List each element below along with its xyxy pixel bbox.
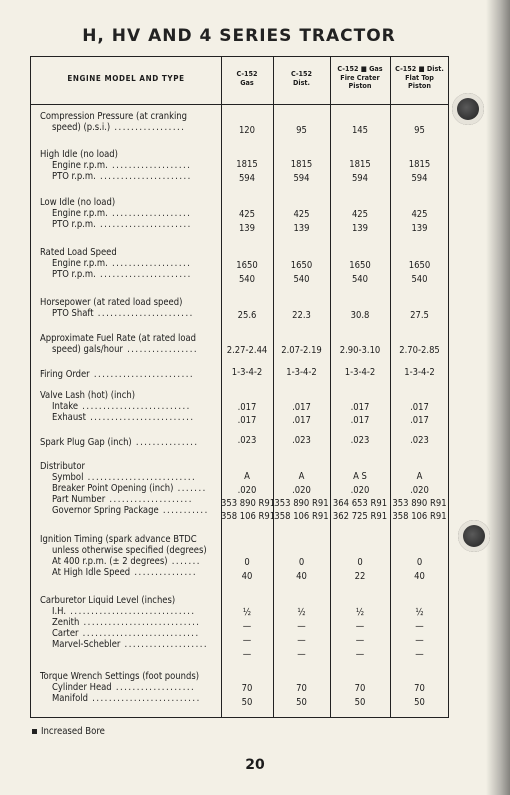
- value-cell: 70: [414, 683, 425, 694]
- row-torque-label: Torque Wrench Settings (foot pounds) Cylinder Head ................... Manifold ..........................: [40, 671, 201, 704]
- value-cell: 145: [351, 125, 369, 136]
- value-cell: 353 890 R91: [274, 498, 329, 509]
- value-cell: —: [355, 649, 365, 660]
- column-header-dist: C-152 Dist.: [290, 69, 313, 87]
- value-cell: 70: [354, 683, 366, 694]
- value-cell: 353 890 R91: [392, 498, 447, 509]
- value-cell: 425: [293, 209, 310, 220]
- value-cell: .017: [350, 415, 370, 426]
- row-firing-order-label: Firing Order ........................: [40, 369, 195, 380]
- value-cell: 50: [414, 697, 425, 708]
- value-cell: 22.3: [292, 310, 311, 321]
- value-cell: .017: [350, 402, 370, 413]
- header-divider: [31, 104, 448, 105]
- value-cell: 2.90-3.10: [339, 345, 381, 356]
- page-edge-shadow: [486, 0, 510, 795]
- value-cell: 27.5: [410, 310, 429, 321]
- value-cell: 1-3-4-2: [344, 367, 376, 378]
- value-cell: 70: [296, 683, 307, 694]
- value-cell: 358 106 R91: [221, 511, 276, 522]
- value-cell: A: [244, 471, 250, 482]
- row-carburetor-label: Carburetor Liquid Level (inches) I.H. .............................. Zenith ............................ Carter ............................ Marvel-Schebler ....................: [40, 595, 209, 650]
- value-cell: 353 890 R91: [221, 498, 276, 509]
- value-cell: ½: [297, 607, 306, 618]
- value-cell: 50: [241, 697, 253, 708]
- value-cell: 594: [351, 173, 369, 184]
- value-cell: —: [415, 649, 424, 660]
- value-cell: 95: [296, 125, 307, 136]
- value-cell: 1-3-4-2: [286, 367, 317, 378]
- column-header-gas-fire-crater: C-152 ■ Gas Fire Crater Piston: [337, 64, 383, 91]
- value-cell: 50: [354, 697, 366, 708]
- row-ignition-timing-label: Ignition Timing (spark advance BTDC unless otherwise specified (degrees) At 400 r.p.m. (± 2 degrees) ....... At High Idle Speed ...............: [40, 534, 207, 578]
- row-fuel-rate-label: Approximate Fuel Rate (at rated load speed) gals/hour .................: [40, 333, 199, 355]
- column-header-gas: C-152 Gas: [236, 69, 258, 87]
- value-cell: 358 106 R91: [392, 511, 447, 522]
- value-cell: 425: [238, 209, 256, 220]
- value-cell: 139: [351, 223, 369, 234]
- value-cell: 40: [414, 571, 425, 582]
- value-cell: 2.27-2.44: [226, 345, 268, 356]
- value-cell: .017: [237, 402, 257, 413]
- value-cell: 540: [293, 274, 310, 285]
- value-cell: 0: [298, 557, 305, 568]
- value-cell: 95: [414, 125, 425, 136]
- value-cell: .023: [350, 435, 370, 446]
- value-cell: 1650: [349, 260, 371, 271]
- value-cell: .017: [410, 402, 429, 413]
- value-cell: .023: [292, 435, 311, 446]
- value-cell: 0: [357, 557, 363, 568]
- column-divider: [273, 57, 274, 717]
- value-cell: ½: [415, 607, 424, 618]
- value-cell: 1-3-4-2: [231, 367, 263, 378]
- value-cell: A: [298, 471, 305, 482]
- value-cell: .023: [410, 435, 429, 446]
- value-cell: —: [297, 621, 306, 632]
- value-cell: 1815: [349, 159, 371, 170]
- value-cell: 362 725 R91: [332, 511, 388, 522]
- value-cell: —: [415, 621, 424, 632]
- value-cell: .023: [237, 435, 257, 446]
- value-cell: 139: [411, 223, 428, 234]
- value-cell: 30.8: [350, 310, 370, 321]
- row-horsepower-label: Horsepower (at rated load speed) PTO Shaft .......................: [40, 297, 194, 319]
- square-bullet-icon: [32, 729, 37, 734]
- value-cell: 0: [244, 557, 250, 568]
- value-cell: 594: [293, 173, 310, 184]
- value-cell: 1650: [236, 260, 258, 271]
- value-cell: .020: [350, 485, 370, 496]
- specs-table: [30, 56, 449, 718]
- value-cell: 1815: [236, 159, 258, 170]
- value-cell: 2.70-2.85: [399, 345, 440, 356]
- value-cell: 120: [238, 125, 256, 136]
- value-cell: 594: [238, 173, 256, 184]
- value-cell: .020: [410, 485, 429, 496]
- footnote: Increased Bore: [32, 726, 105, 737]
- page-number: 20: [245, 757, 265, 773]
- row-distributor-label: Distributor Symbol .......................... Breaker Point Opening (inch) ....... Part Number .................... Governor Spring Package ...........: [40, 461, 209, 516]
- value-cell: .017: [410, 415, 429, 426]
- value-cell: 40: [241, 571, 253, 582]
- row-rated-load-label: Rated Load Speed Engine r.p.m. ................... PTO r.p.m. ......................: [40, 247, 192, 280]
- column-divider: [330, 57, 331, 717]
- value-cell: 358 106 R91: [274, 511, 329, 522]
- value-cell: 70: [241, 683, 253, 694]
- value-cell: 2.07-2.19: [281, 345, 322, 356]
- binder-hole-bottom: [458, 520, 490, 552]
- value-cell: 22: [354, 571, 366, 582]
- row-high-idle-label: High Idle (no load) Engine r.p.m. ................... PTO r.p.m. ......................: [40, 149, 192, 182]
- engine-model-header: ENGINE MODEL AND TYPE: [67, 74, 185, 83]
- value-cell: —: [242, 649, 252, 660]
- value-cell: 1650: [290, 260, 313, 271]
- value-cell: 540: [238, 274, 256, 285]
- value-cell: 40: [296, 571, 307, 582]
- value-cell: 25.6: [237, 310, 257, 321]
- row-compression-label: Compression Pressure (at cranking speed) (p.s.i.) .................: [40, 111, 188, 133]
- value-cell: .020: [292, 485, 311, 496]
- row-low-idle-label: Low Idle (no load) Engine r.p.m. ................... PTO r.p.m. ......................: [40, 197, 192, 230]
- value-cell: ½: [242, 607, 252, 618]
- value-cell: 594: [411, 173, 428, 184]
- value-cell: ½: [355, 607, 365, 618]
- value-cell: A S: [353, 471, 367, 482]
- value-cell: 139: [293, 223, 310, 234]
- page-title: H, HV AND 4 SERIES TRACTOR: [82, 26, 396, 46]
- column-divider: [390, 57, 391, 717]
- value-cell: 425: [351, 209, 369, 220]
- value-cell: .017: [237, 415, 257, 426]
- value-cell: —: [355, 621, 365, 632]
- value-cell: —: [415, 635, 424, 646]
- value-cell: .017: [292, 415, 311, 426]
- value-cell: 139: [238, 223, 256, 234]
- value-cell: 364 653 R91: [332, 498, 388, 509]
- value-cell: 50: [296, 697, 307, 708]
- value-cell: 425: [411, 209, 428, 220]
- value-cell: 0: [416, 557, 423, 568]
- value-cell: A: [416, 471, 423, 482]
- value-cell: 540: [411, 274, 428, 285]
- value-cell: 540: [351, 274, 369, 285]
- value-cell: —: [297, 649, 306, 660]
- value-cell: 1815: [408, 159, 431, 170]
- column-divider: [221, 57, 222, 717]
- row-valve-lash-label: Valve Lash (hot) (inch) Intake .......................... Exhaust .........................: [40, 390, 195, 423]
- row-spark-plug-label: Spark Plug Gap (inch) ...............: [40, 437, 199, 448]
- value-cell: 1815: [290, 159, 313, 170]
- value-cell: 1-3-4-2: [404, 367, 435, 378]
- value-cell: .017: [292, 402, 311, 413]
- column-header-dist-flat-top: C-152 ■ Dist. Flat Top Piston: [395, 64, 444, 91]
- value-cell: .020: [237, 485, 257, 496]
- value-cell: —: [242, 621, 252, 632]
- binder-hole-top: [452, 93, 484, 125]
- value-cell: —: [242, 635, 252, 646]
- value-cell: —: [355, 635, 365, 646]
- value-cell: —: [297, 635, 306, 646]
- value-cell: 1650: [408, 260, 431, 271]
